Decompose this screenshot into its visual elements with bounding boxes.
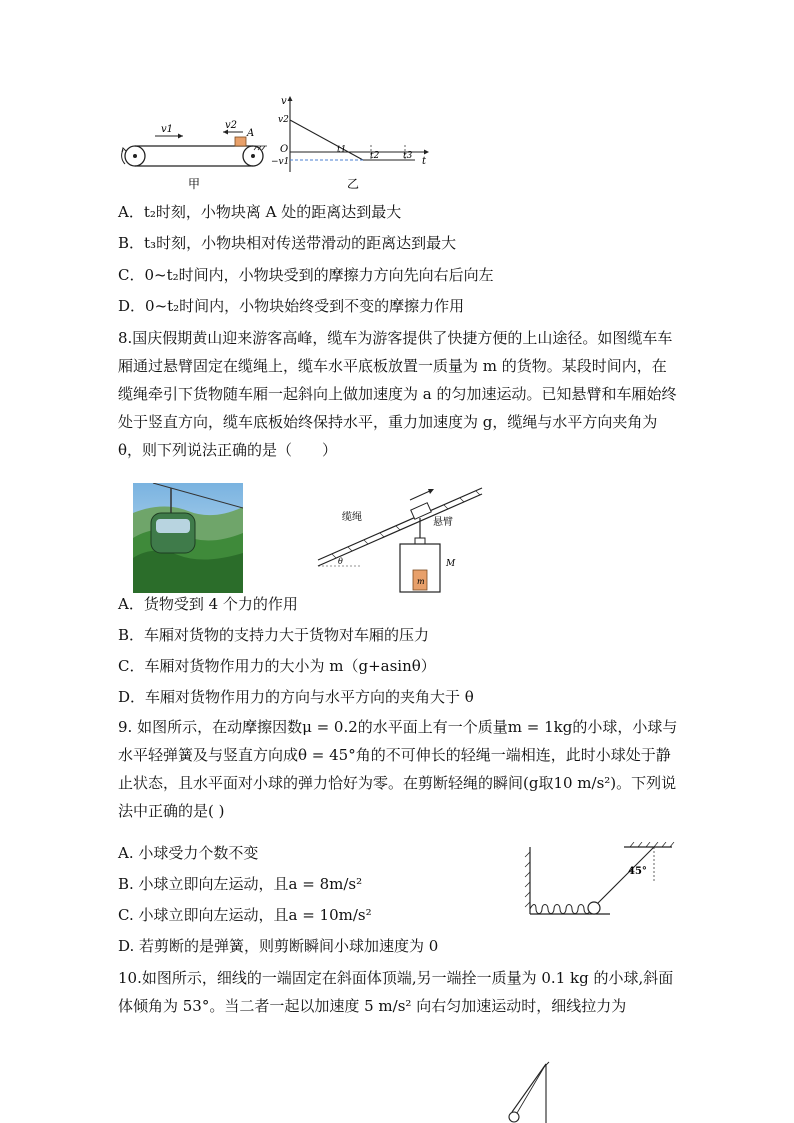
q8-stem: 8.国庆假期黄山迎来游客高峰，缆车为游客提供了快捷方便的上山途径。如图缆车车厢通过悬臂固定在缆绳上，缆车水平底板放置一质量为 m 的货物。某段时间内，在缆绳牵引下货物随车厢一起斜向上做加速度为 a 的匀加速运动。已知悬臂和车厢始终处于竖直方向，缆车底板始终保持水平，重力加速度为 g，缆绳与水平方向夹角为 θ，则下列说法正确的是（ ） [118,329,677,459]
q7-option-d: D．0~t₂时间内，小物块始终受到不变的摩擦力作用 [118,297,465,315]
q7-option-c: C．0~t₂时间内，小物块受到的摩擦力方向先向右后向左 [118,266,494,284]
vt-graph [271,96,429,172]
axis-v-label: v [281,96,287,107]
t3-label: t3 [403,151,413,161]
axis-t-label: t [422,156,427,167]
q9-option-b: B. 小球立即向左运动，且a = 8m/s² [118,875,363,893]
q8-option-a: A．货物受到 4 个力的作用 [118,595,298,613]
rope-label: 缆绳 [342,512,362,523]
incline-diagram-partial [500,1060,560,1123]
tick-v2-label: v2 [278,115,289,125]
q10-stem: 10.如图所示，细线的一端固定在斜面体顶端,另一端拴一质量为 0.1 kg 的小球,斜面体倾角为 53°。当二者一起以加速度 5 m/s² 向右匀加速运动时，细线拉力为 [118,969,674,1015]
q9-option-a: A. 小球受力个数不变 [118,844,259,862]
figure-conveyor-vt [115,92,435,192]
t2-label: t2 [370,151,380,161]
origin-label: O [280,144,289,155]
cable-car-diagram [312,480,492,595]
point-A-label: A [247,128,255,139]
q9-stem: 9. 如图所示，在动摩擦因数μ = 0.2的水平面上有一个质量m = 1kg的小球，小球与水平轻弹簧及与竖直方向成θ = 45°角的不可伸长的轻绳一端相连，此时小球处于静止状态，且水平面对小球的弹力恰好为零。在剪断轻绳的瞬间(g取10 m/s²)。下列说法中正确的是( ) [118,718,678,820]
q9-option-c: C. 小球立即向左运动，且a = 10m/s² [118,906,372,924]
belt-v2-label: v2 [225,120,238,131]
tick-neg-v1-label: −v1 [271,157,290,167]
q8-option-b: B．车厢对货物的支持力大于货物对车厢的压力 [118,626,430,644]
m-label: m [417,577,425,586]
q7-option-a: A．t₂时刻，小物块离 A 处的距离达到最大 [118,203,402,221]
belt-v1-label: v1 [161,124,174,135]
spring-rope-diagram [520,842,680,917]
theta-label: θ [338,557,343,566]
caption-jia: 甲 [188,177,201,191]
M-label: M [446,559,456,569]
q8-option-d: D．车厢对货物作用力的方向与水平方向的夹角大于 θ [118,688,474,706]
conveyor-belt-diagram [122,120,267,166]
angle-45-label: 45° [628,866,647,877]
caption-yi: 乙 [347,177,360,191]
q8-option-c: C．车厢对货物作用力的大小为 m（g+asinθ） [118,657,436,675]
cable-car-photo [133,483,243,593]
q7-option-b: B．t₃时刻，小物块相对传送带滑动的距离达到最大 [118,234,457,252]
t1-label: t1 [337,145,347,155]
arm-label: 悬臂 [433,517,453,528]
q9-option-d: D. 若剪断的是弹簧，则剪断瞬间小球加速度为 0 [118,937,439,955]
